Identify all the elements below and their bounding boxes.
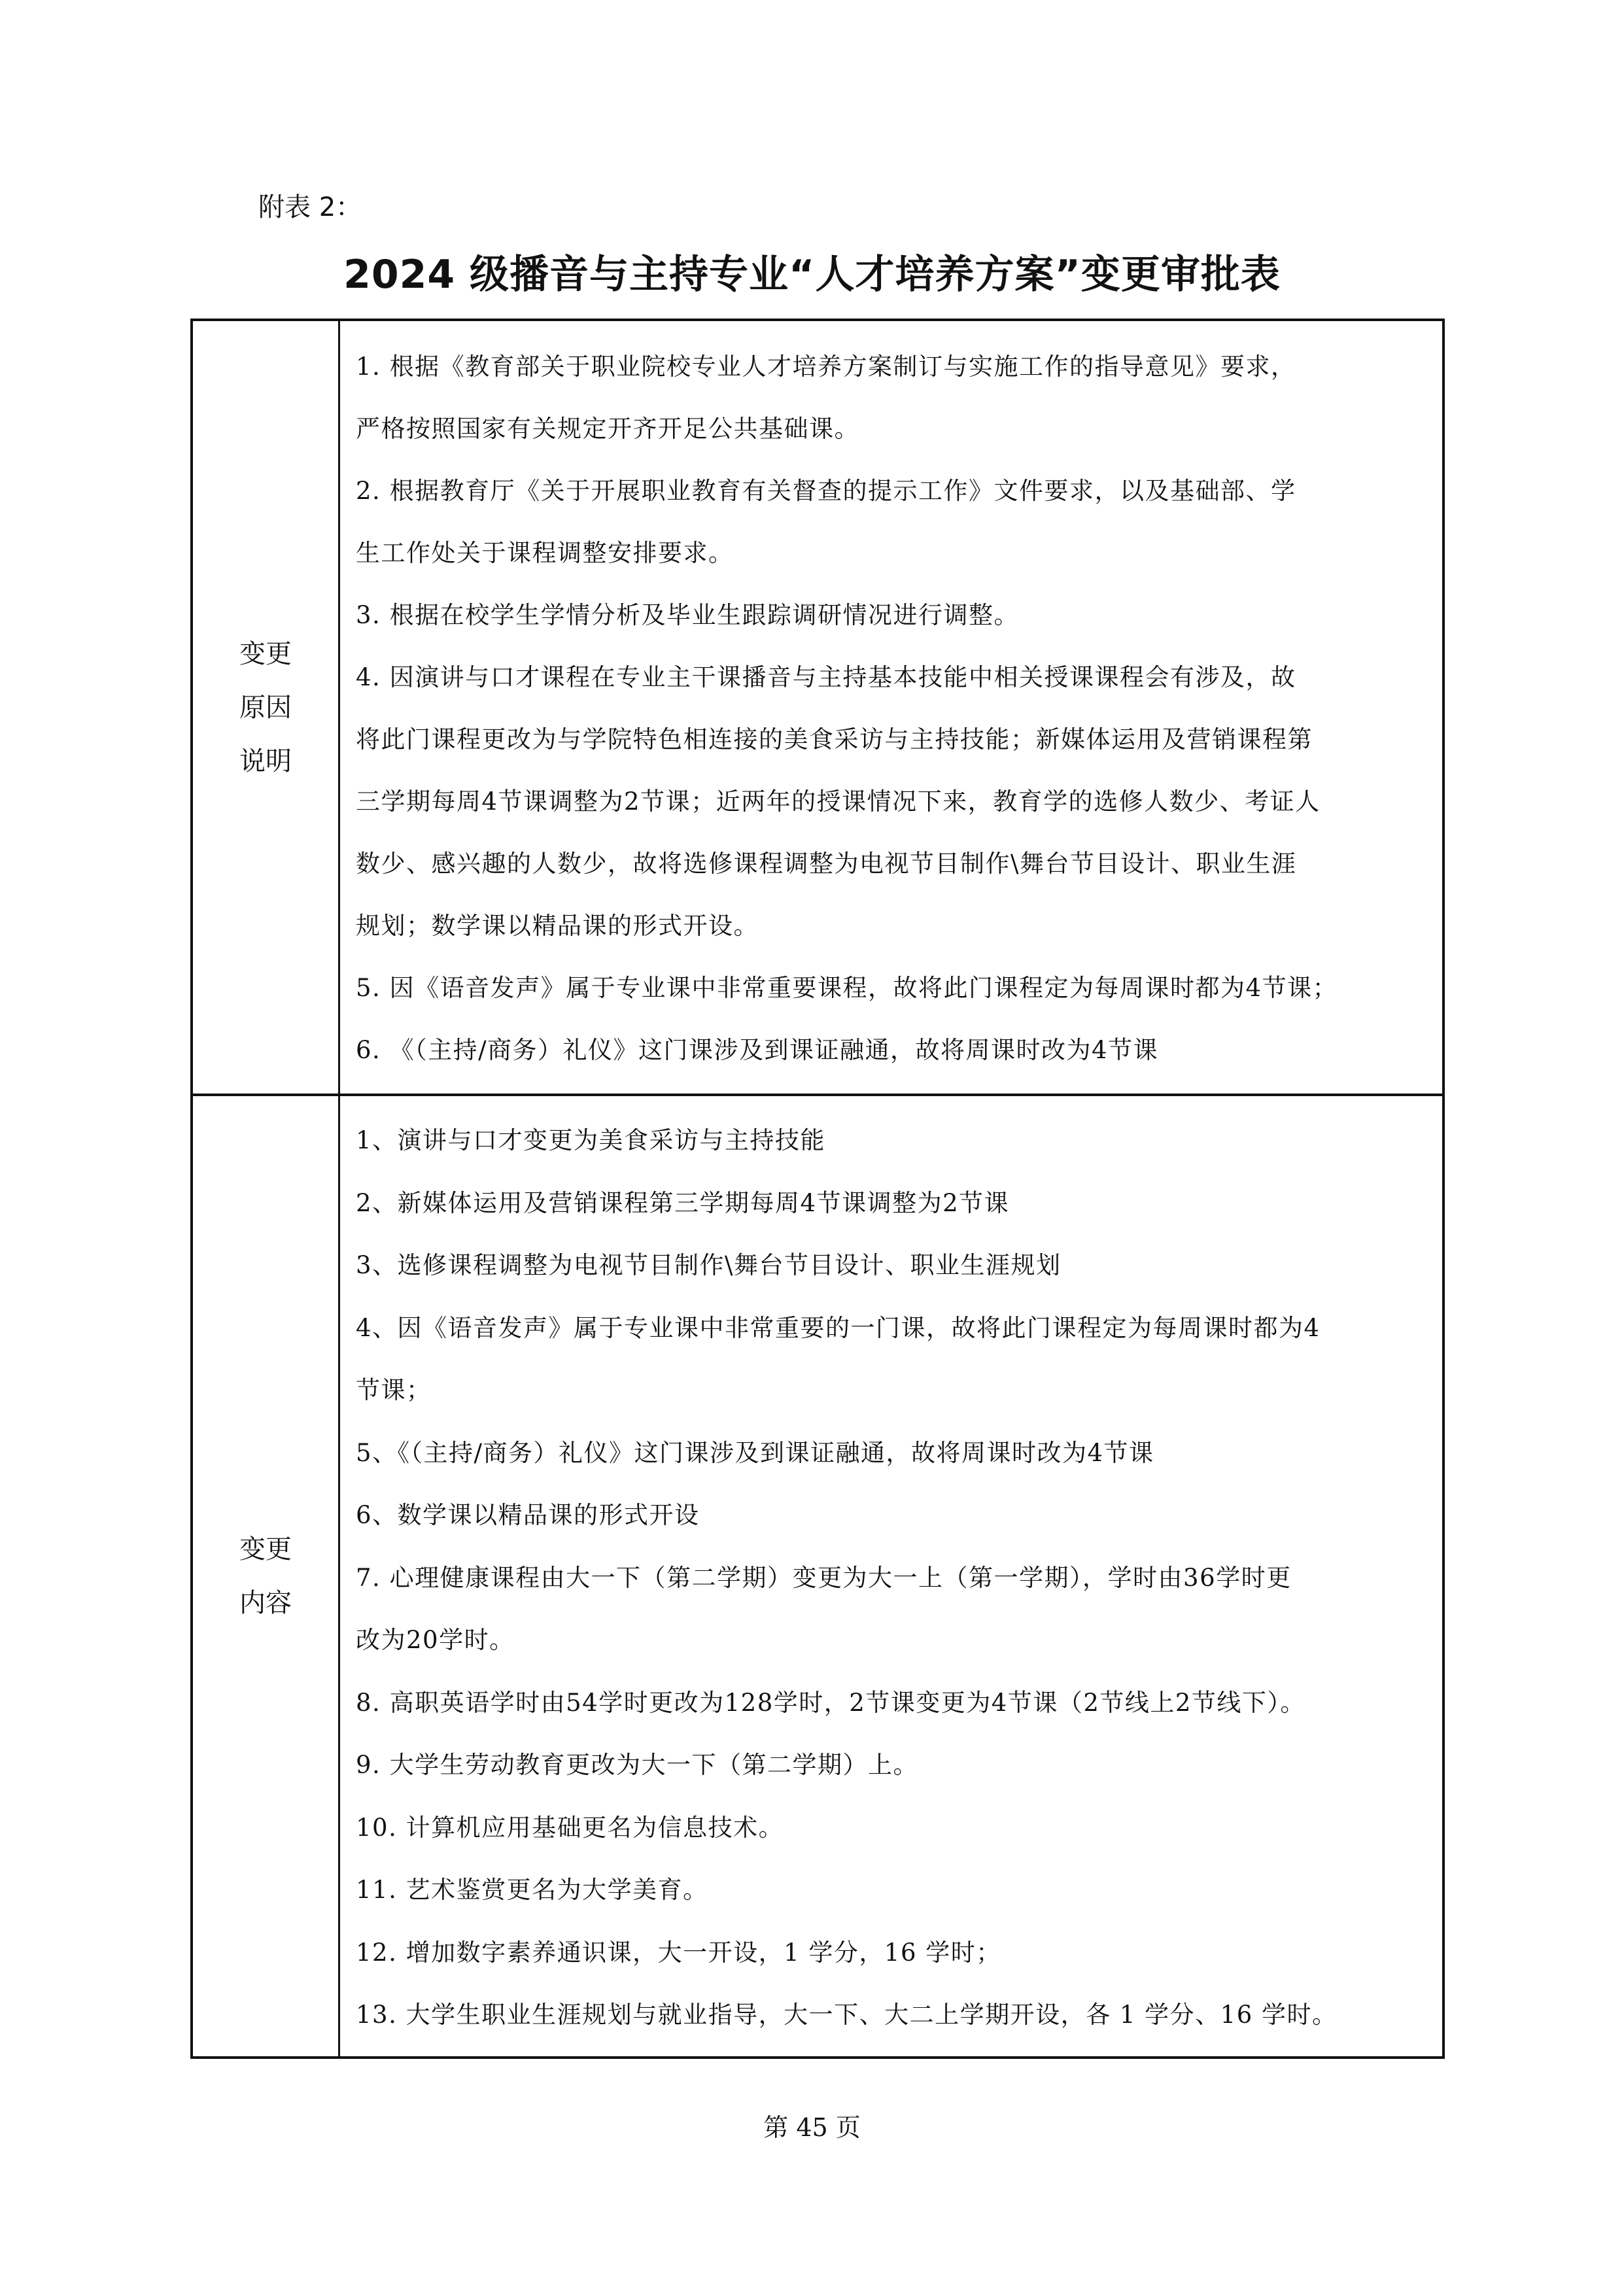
- text-line: 改为20学时。: [356, 1626, 515, 1654]
- change-reasons-label: 变更原因说明: [239, 638, 292, 776]
- text-line: 1、演讲与口才变更为美食采访与主持技能: [356, 1126, 826, 1154]
- text-line: 5. 因《语音发声》属于专业课中非常重要课程，故将此门课程定为每周课时都为4节课；: [356, 974, 1338, 1002]
- change-contents-label-cell: [193, 1096, 340, 2056]
- document-title: 2024 级播音与主持专业“人才培养方案”变更审批表: [343, 252, 1281, 298]
- change-contents-content: [340, 1096, 1442, 2056]
- text-line: 三学期每周4节课调整为2节课；近两年的授课情况下来，教育学的选修人数少、考证人: [356, 787, 1321, 816]
- text-line: 11. 艺术鉴赏更名为大学美育。: [356, 1876, 708, 1904]
- text-line: 3. 根据在校学生学情分析及毕业生跟踪调研情况进行调整。: [356, 601, 1020, 629]
- text-line: 将此门课程更改为与学院特色相连接的美食采访与主持技能；新媒体运用及营销课程第: [356, 725, 1313, 753]
- text-line: 严格按照国家有关规定开齐开足公共基础课。: [356, 415, 859, 443]
- text-line: 4. 因演讲与口才课程在专业主干课播音与主持基本技能中相关授课课程会有涉及，故: [356, 663, 1296, 691]
- text-line: 4、因《语音发声》属于专业课中非常重要的一门课，故将此门课程定为每周课时都为4: [356, 1313, 1321, 1342]
- approval-table: [190, 319, 1445, 2059]
- change-reasons-content: [340, 321, 1442, 1094]
- text-line: 2、新媒体运用及营销课程第三学期每周4节课调整为2节课: [356, 1188, 1010, 1217]
- appendix-label: 附表 2：: [258, 192, 362, 222]
- text-line: 8. 高职英语学时由54学时更改为128学时，2节课变更为4节课（2节线上2节线下）。: [356, 1688, 1305, 1717]
- text-line: 6. 《（主持/商务）礼仪》这门课涉及到课证融通，故将周课时改为4节课: [356, 1036, 1159, 1064]
- change-reasons-label-cell: [193, 321, 340, 1094]
- change-contents-label: 变更内容: [239, 1534, 292, 1618]
- change-contents-row: [193, 1096, 1442, 2056]
- text-line: 生工作处关于课程调整安排要求。: [356, 539, 734, 567]
- text-line: 规划；数学课以精品课的形式开设。: [356, 912, 759, 940]
- text-line: 5、《（主持/商务）礼仪》这门课涉及到课证融通，故将周课时改为4节课: [356, 1438, 1154, 1467]
- text-line: 1. 根据《教育部关于职业院校专业人才培养方案制订与实施工作的指导意见》要求，: [356, 353, 1296, 381]
- text-line: 10. 计算机应用基础更名为信息技术。: [356, 1813, 784, 1842]
- text-line: 节课；: [356, 1376, 432, 1404]
- text-line: 7. 心理健康课程由大一下（第二学期）变更为大一上（第一学期），学时由36学时更: [356, 1563, 1292, 1592]
- text-line: 13. 大学生职业生涯规划与就业指导，大一下、大二上学期开设，各 1 学分、16 学时。: [356, 2001, 1338, 2029]
- text-line: 12. 增加数字素养通识课，大一开设，1 学分，16 学时；: [356, 1938, 1001, 1967]
- page-number: 第 45 页: [763, 2113, 861, 2142]
- text-line: 3、选修课程调整为电视节目制作\舞台节目设计、职业生涯规划: [356, 1251, 1062, 1279]
- text-line: 2. 根据教育厅《关于开展职业教育有关督查的提示工作》文件要求，以及基础部、学: [356, 477, 1296, 505]
- change-reasons-row: [193, 321, 1442, 1096]
- text-line: 9. 大学生劳动教育更改为大一下（第二学期）上。: [356, 1751, 919, 1779]
- text-line: 6、数学课以精品课的形式开设: [356, 1501, 700, 1529]
- text-line: 数少、感兴趣的人数少，故将选修课程调整为电视节目制作\舞台节目设计、职业生涯: [356, 850, 1297, 878]
